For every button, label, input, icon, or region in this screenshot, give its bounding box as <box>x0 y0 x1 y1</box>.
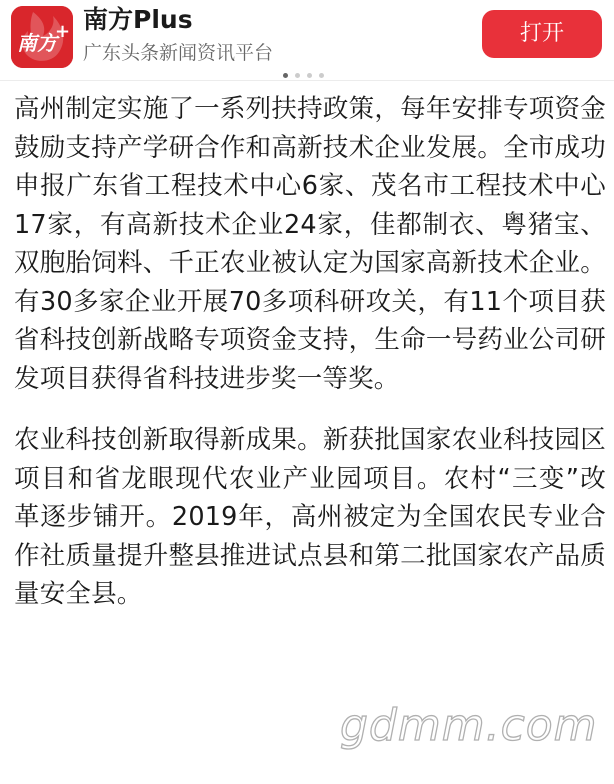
svg-text:+: + <box>55 21 71 42</box>
app-tagline: 广东头条新闻资讯平台 <box>83 42 274 64</box>
site-watermark: gdmm.com <box>340 700 598 751</box>
svg-text:南方: 南方 <box>17 31 57 55</box>
banner-pager-dots <box>283 73 324 79</box>
article-body <box>14 90 606 614</box>
pager-dot-active <box>283 73 288 78</box>
pager-dot <box>319 73 324 78</box>
app-download-banner <box>0 0 614 81</box>
app-name: 南方Plus <box>83 5 193 34</box>
pager-dot <box>307 73 312 78</box>
nanfang-plus-logo-icon <box>11 6 73 68</box>
app-logo[interactable] <box>11 6 73 68</box>
pager-dot <box>295 73 300 78</box>
open-app-button[interactable]: 打开 <box>482 10 602 58</box>
article-paragraph: 高州制定实施了一系列扶持政策，每年安排专项资金鼓励支持产学研合作和高新技术企业发展。全市成功申报广东省工程技术中心6家、茂名市工程技术中心17家，有高新技术企业24家，佳都制衣、粤猪宝、双胞胎饲料、千正农业被认定为国家高新技术企业。有30多家企业开展70多项科研攻关，有11个项目获省科技创新战略专项资金支持，生命一号药业公司研发项目获得省科技进步奖一等奖。 <box>14 94 606 394</box>
article-paragraph: 农业科技创新取得新成果。新获批国家农业科技园区项目和省龙眼现代农业产业园项目。农村“三变”改革逐步铺开。2019年，高州被定为全国农民专业合作社质量提升整县推进试点县和第二批国家农产品质量安全县。 <box>14 425 606 609</box>
